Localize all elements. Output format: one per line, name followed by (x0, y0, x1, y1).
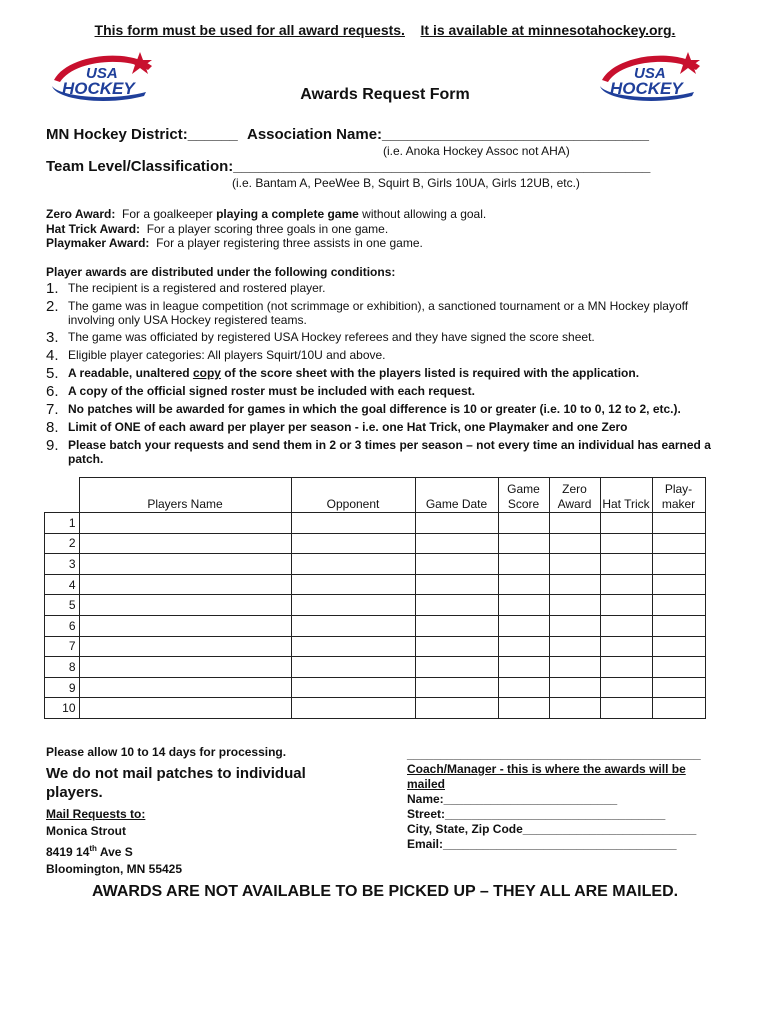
conditions-heading: Player awards are distributed under the following conditions: (46, 265, 396, 279)
no-mail-note: We do not mail patches to individual players. (46, 765, 306, 801)
association-hint: (i.e. Anoka Hockey Assoc not AHA) (383, 144, 570, 158)
table-row (45, 677, 706, 698)
conditions-list (46, 281, 736, 469)
entry-cell[interactable] (600, 657, 652, 678)
entry-cell[interactable] (549, 698, 600, 719)
entry-cell[interactable] (415, 533, 498, 554)
entry-cell[interactable] (79, 513, 291, 534)
top-notice (0, 22, 770, 38)
table-row (45, 657, 706, 678)
row-number: 8 (45, 657, 80, 678)
entry-cell[interactable] (291, 574, 415, 595)
entry-cell[interactable] (652, 698, 705, 719)
logo-text-bottom: HOCKEY (610, 79, 683, 98)
condition-item: 5. A readable, unaltered copy of the score sheet with the players listed is required with the application. (46, 365, 640, 382)
entry-cell[interactable] (498, 574, 549, 595)
table-header-row (45, 478, 706, 513)
entry-cell[interactable] (549, 677, 600, 698)
team-level-hint: (i.e. Bantam A, PeeWee B, Squirt B, Girls 10UA, Girls 12UB, etc.) (232, 176, 580, 190)
team-level-field[interactable]: Team Level/Classification:__________________________________________________ (46, 158, 651, 175)
entry-cell[interactable] (79, 698, 291, 719)
processing-note: Please allow 10 to 14 days for processing. (46, 745, 287, 759)
name-field[interactable]: Name:__________________________ (407, 792, 618, 806)
entry-cell[interactable] (600, 698, 652, 719)
table-row (45, 574, 706, 595)
condition-item: 4. Eligible player categories: All players Squirt/10U and above. (46, 347, 386, 364)
entry-cell[interactable] (291, 595, 415, 616)
col-zero-award: Zero Award (549, 478, 600, 513)
entry-cell[interactable] (498, 677, 549, 698)
entry-cell[interactable] (291, 636, 415, 657)
row-number: 9 (45, 677, 80, 698)
district-field[interactable]: MN Hockey District:______ (46, 126, 238, 143)
players-table (44, 477, 706, 719)
entry-cell[interactable] (415, 554, 498, 575)
row-number: 3 (45, 554, 80, 575)
entry-cell[interactable] (79, 574, 291, 595)
entry-cell[interactable] (652, 533, 705, 554)
entry-cell[interactable] (291, 554, 415, 575)
table-row (45, 698, 706, 719)
entry-cell[interactable] (549, 636, 600, 657)
entry-cell[interactable] (549, 574, 600, 595)
coach-label-1: Coach/Manager - this is where the awards will be (407, 762, 686, 776)
entry-cell[interactable] (498, 636, 549, 657)
col-game-date: Game Date (415, 478, 498, 513)
entry-cell[interactable] (415, 615, 498, 636)
condition-item: 7. No patches will be awarded for games in which the goal difference is 10 or greater (i.e. 10 to 0, 12 to 2, etc.). (46, 401, 681, 418)
entry-cell[interactable] (415, 513, 498, 534)
hat-trick-award-def: Hat Trick Award: For a player scoring three goals in one game. (46, 221, 389, 236)
form-title: Awards Request Form (300, 86, 470, 103)
notice-text-1: This form must be used for all award requests. (94, 22, 405, 38)
entry-cell[interactable] (600, 513, 652, 534)
table-row (45, 554, 706, 575)
city-field[interactable]: City, State, Zip Code__________________________ (407, 822, 697, 836)
email-field[interactable]: Email:___________________________________ (407, 837, 677, 851)
mail-heading: Mail Requests to: (46, 807, 146, 821)
row-number: 1 (45, 513, 80, 534)
street-field[interactable]: Street:_________________________________ (407, 807, 666, 821)
entry-cell[interactable] (600, 636, 652, 657)
condition-item: 8. Limit of ONE of each award per player per season - i.e. one Hat Trick, one Playmaker and one Zero (46, 419, 628, 436)
logo-text-top: USA (86, 65, 118, 82)
row-number: 7 (45, 636, 80, 657)
entry-cell[interactable] (79, 677, 291, 698)
col-opponent: Opponent (291, 478, 415, 513)
row-number-header (45, 478, 80, 513)
col-playmaker: Play-maker (652, 478, 705, 513)
entry-cell[interactable] (600, 533, 652, 554)
award-definitions (46, 207, 486, 251)
entry-cell[interactable] (79, 615, 291, 636)
entry-cell[interactable] (291, 657, 415, 678)
entry-cell[interactable] (652, 615, 705, 636)
row-number: 10 (45, 698, 80, 719)
condition-item: 9. Please batch your requests and send them in 2 or 3 times per season – not every time an individual has earned a patch. (46, 437, 711, 466)
entry-cell[interactable] (549, 554, 600, 575)
entry-cell[interactable] (652, 657, 705, 678)
logo-text-top: USA (634, 65, 666, 82)
table-row (45, 615, 706, 636)
entry-cell[interactable] (549, 595, 600, 616)
entry-cell[interactable] (652, 574, 705, 595)
col-game-score: Game Score (498, 478, 549, 513)
entry-cell[interactable] (549, 657, 600, 678)
logo-text-bottom: HOCKEY (62, 79, 135, 98)
entry-cell[interactable] (600, 554, 652, 575)
entry-cell[interactable] (79, 657, 291, 678)
playmaker-award-def: Playmaker Award: For a player registering three assists in one game. (46, 236, 423, 250)
entry-cell[interactable] (498, 698, 549, 719)
entry-cell[interactable] (79, 636, 291, 657)
entry-cell[interactable] (652, 513, 705, 534)
entry-cell[interactable] (600, 574, 652, 595)
coach-label-2: mailed (407, 777, 446, 791)
zero-award-def: Zero Award: For a goalkeeper playing a complete game without allowing a goal. (46, 207, 487, 221)
entry-cell[interactable] (415, 698, 498, 719)
entry-cell[interactable] (652, 636, 705, 657)
entry-cell[interactable] (498, 657, 549, 678)
mail-street: 8419 14th Ave S (46, 844, 133, 859)
entry-cell[interactable] (652, 554, 705, 575)
coach-address-block (407, 747, 725, 852)
entry-cell[interactable] (79, 595, 291, 616)
entry-cell[interactable] (498, 533, 549, 554)
entry-cell[interactable] (600, 615, 652, 636)
table-row (45, 636, 706, 657)
entry-cell[interactable] (415, 677, 498, 698)
entry-cell[interactable] (291, 677, 415, 698)
entry-cell[interactable] (415, 595, 498, 616)
table-row (45, 533, 706, 554)
entry-cell[interactable] (415, 657, 498, 678)
row-number: 4 (45, 574, 80, 595)
signature-line[interactable]: ____________________________________________ (407, 747, 701, 761)
col-hat-trick: Hat Trick (600, 478, 652, 513)
row-number: 2 (45, 533, 80, 554)
entry-cell[interactable] (652, 677, 705, 698)
table-row (45, 595, 706, 616)
condition-item: 3. The game was officiated by registered USA Hockey referees and they have signed the score sheet. (46, 329, 595, 346)
row-number: 6 (45, 615, 80, 636)
entry-cell[interactable] (652, 595, 705, 616)
row-number: 5 (45, 595, 80, 616)
entry-cell[interactable] (498, 595, 549, 616)
entry-cell[interactable] (549, 615, 600, 636)
entry-cell[interactable] (498, 513, 549, 534)
entry-cell[interactable] (79, 554, 291, 575)
entry-cell[interactable] (600, 677, 652, 698)
final-notice: AWARDS ARE NOT AVAILABLE TO BE PICKED UP – THEY ALL ARE MAILED. (91, 883, 679, 900)
mail-name: Monica Strout (46, 824, 126, 838)
entry-cell[interactable] (549, 513, 600, 534)
condition-item: 2. The game was in league competition (not scrimmage or exhibition), a sanctioned tournament or a MN Hockey playoff involving only USA Hockey registered teams. (46, 298, 689, 327)
entry-cell[interactable] (498, 615, 549, 636)
entry-cell[interactable] (498, 554, 549, 575)
entry-cell[interactable] (415, 636, 498, 657)
notice-text-2: It is available at minnesotahockey.org. (420, 22, 676, 38)
entry-cell[interactable] (549, 533, 600, 554)
entry-cell[interactable] (600, 595, 652, 616)
condition-item: 1. The recipient is a registered and rostered player. (46, 280, 326, 297)
entry-cell[interactable] (291, 698, 415, 719)
entry-cell[interactable] (291, 615, 415, 636)
processing-info (46, 745, 336, 877)
mail-city: Bloomington, MN 55425 (46, 862, 183, 876)
table-row (45, 513, 706, 534)
entry-cell[interactable] (291, 513, 415, 534)
col-players-name: Players Name (79, 478, 291, 513)
entry-cell[interactable] (415, 574, 498, 595)
condition-item: 6. A copy of the official signed roster must be included with each request. (46, 383, 475, 400)
entry-cell[interactable] (291, 533, 415, 554)
association-field[interactable]: Association Name:________________________________ (247, 126, 649, 143)
entry-cell[interactable] (79, 533, 291, 554)
